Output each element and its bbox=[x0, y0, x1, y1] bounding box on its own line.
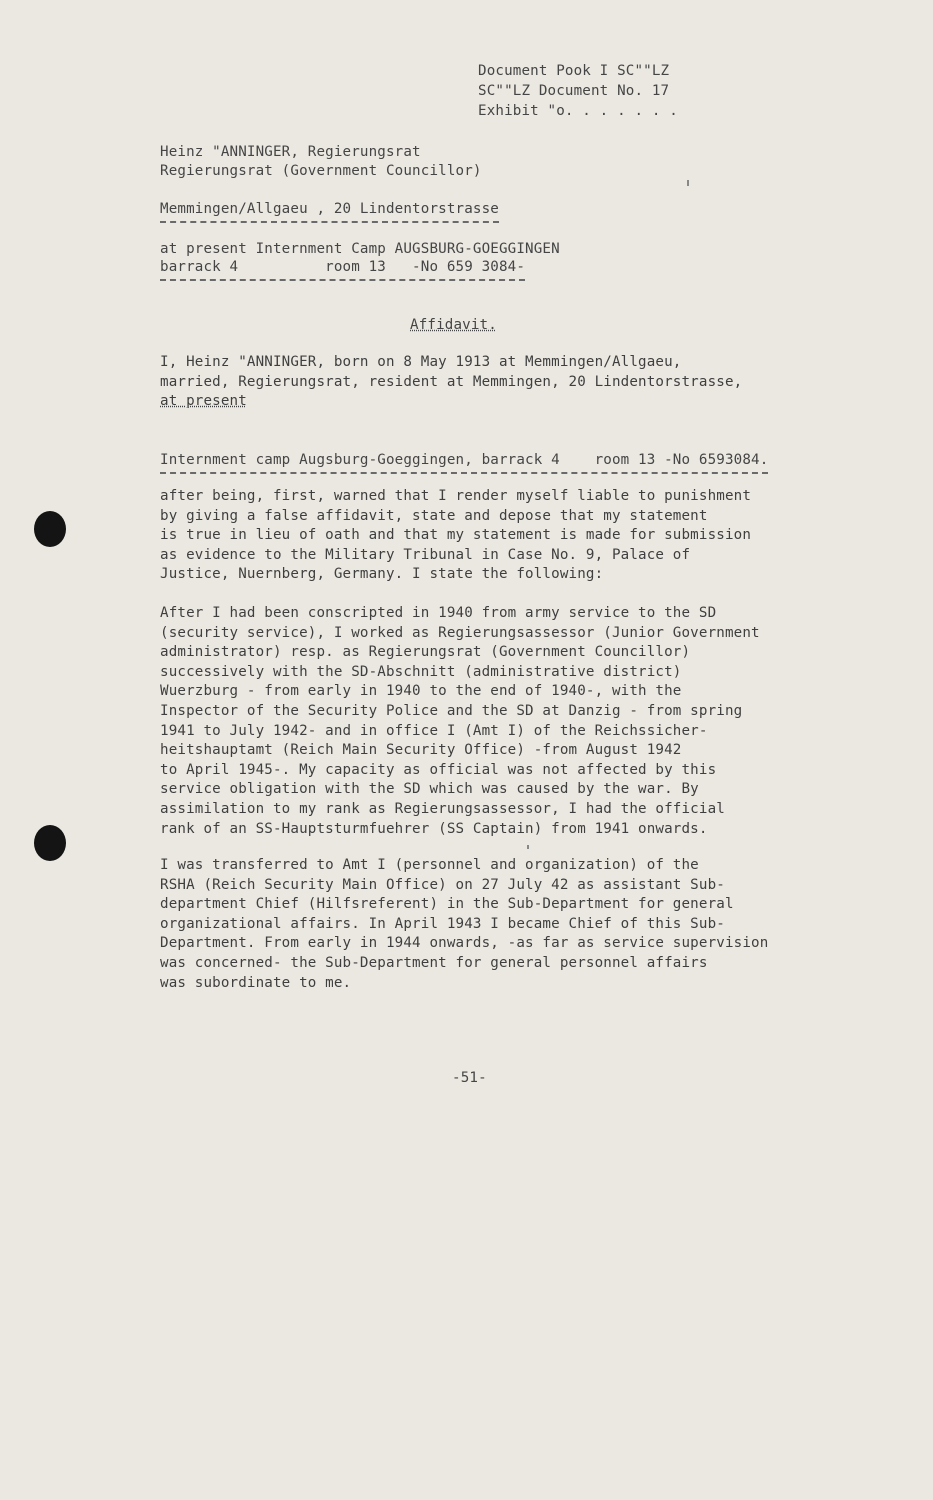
header-line-3: Exhibit "o. . . . . . . bbox=[478, 103, 678, 119]
para1-line: heitshauptamt (Reich Main Security Office) -from August 1942 bbox=[160, 742, 682, 759]
oath-line: after being, first, warned that I render myself liable to punishment bbox=[160, 488, 752, 504]
para1-line: to April 1945-. My capacity as official was not affected by this bbox=[160, 761, 717, 778]
para1-line: assimilation to my rank as Regierungsassessor, I had the official bbox=[160, 800, 725, 817]
para1-line: (security service), I worked as Regierungsassessor (Junior Government bbox=[160, 624, 760, 641]
paragraph-1 bbox=[160, 604, 760, 839]
intro-line: at present bbox=[160, 393, 247, 410]
camp-line: Internment camp Augsburg-Goeggingen, barrack 4 room 13 -No 6593084. bbox=[160, 451, 768, 474]
oath-line: as evidence to the Military Tribunal in Case No. 9, Palace of bbox=[160, 546, 691, 563]
punch-hole-bottom bbox=[34, 825, 66, 861]
para1-line: 1941 to July 1942- and in office I (Amt I) of the Reichssicher- bbox=[160, 722, 708, 739]
header-line-1: Document Pook I SC""LZ bbox=[478, 63, 670, 79]
page-number: -51- bbox=[452, 1070, 487, 1086]
oath-paragraph bbox=[160, 487, 751, 585]
para1-line: After I had been conscripted in 1940 from army service to the SD bbox=[160, 605, 717, 621]
intro-line: married, Regierungsrat, resident at Memmingen, 20 Lindentorstrasse, bbox=[160, 373, 743, 390]
para1-line: service obligation with the SD which was caused by the war. By bbox=[160, 781, 699, 798]
author-present: at present Internment Camp AUGSBURG-GOEGGINGEN bbox=[160, 241, 560, 257]
stray-mark bbox=[527, 845, 529, 849]
para1-line: rank of an SS-Hauptsturmfuehrer (SS Captain) from 1941 onwards. bbox=[160, 820, 708, 837]
para2-line: I was transferred to Amt I (personnel and organization) of the bbox=[160, 857, 699, 873]
paragraph-2 bbox=[160, 856, 768, 993]
para1-line: Inspector of the Security Police and the SD at Danzig - from spring bbox=[160, 702, 743, 719]
stray-mark bbox=[687, 180, 689, 186]
punch-hole-top bbox=[34, 511, 66, 547]
para1-line: Wuerzburg - from early in 1940 to the end of 1940-, with the bbox=[160, 683, 682, 700]
author-title: Regierungsrat (Government Councillor) bbox=[160, 163, 482, 179]
author-name: Heinz "ANNINGER, Regierungsrat bbox=[160, 144, 421, 160]
oath-line: is true in lieu of oath and that my statement is made for submission bbox=[160, 527, 752, 544]
intro-paragraph bbox=[160, 353, 742, 412]
para2-line: Department. From early in 1944 onwards, -as far as service supervision bbox=[160, 935, 769, 952]
intro-line: I, Heinz "ANNINGER, born on 8 May 1913 at Memmingen/Allgaeu, bbox=[160, 354, 682, 370]
affidavit-title: Affidavit. bbox=[410, 317, 497, 333]
para2-line: was concerned- the Sub-Department for general personnel affairs bbox=[160, 954, 708, 971]
para2-line: department Chief (Hilfsreferent) in the Sub-Department for general bbox=[160, 896, 734, 913]
para2-line: organizational affairs. In April 1943 I became Chief of this Sub- bbox=[160, 915, 725, 932]
author-barrack: barrack 4 room 13 -No 659 3084- bbox=[160, 258, 525, 281]
para1-line: successively with the SD-Abschnitt (administrative district) bbox=[160, 663, 682, 680]
para1-line: administrator) resp. as Regierungsrat (Government Councillor) bbox=[160, 644, 691, 661]
author-address: Memmingen/Allgaeu , 20 Lindentorstrasse bbox=[160, 200, 499, 223]
para2-line: was subordinate to me. bbox=[160, 974, 352, 991]
oath-line: Justice, Nuernberg, Germany. I state the following: bbox=[160, 566, 604, 583]
para2-line: RSHA (Reich Security Main Office) on 27 July 42 as assistant Sub- bbox=[160, 876, 725, 893]
oath-line: by giving a false affidavit, state and depose that my statement bbox=[160, 507, 708, 524]
header-line-2: SC""LZ Document No. 17 bbox=[478, 83, 670, 99]
